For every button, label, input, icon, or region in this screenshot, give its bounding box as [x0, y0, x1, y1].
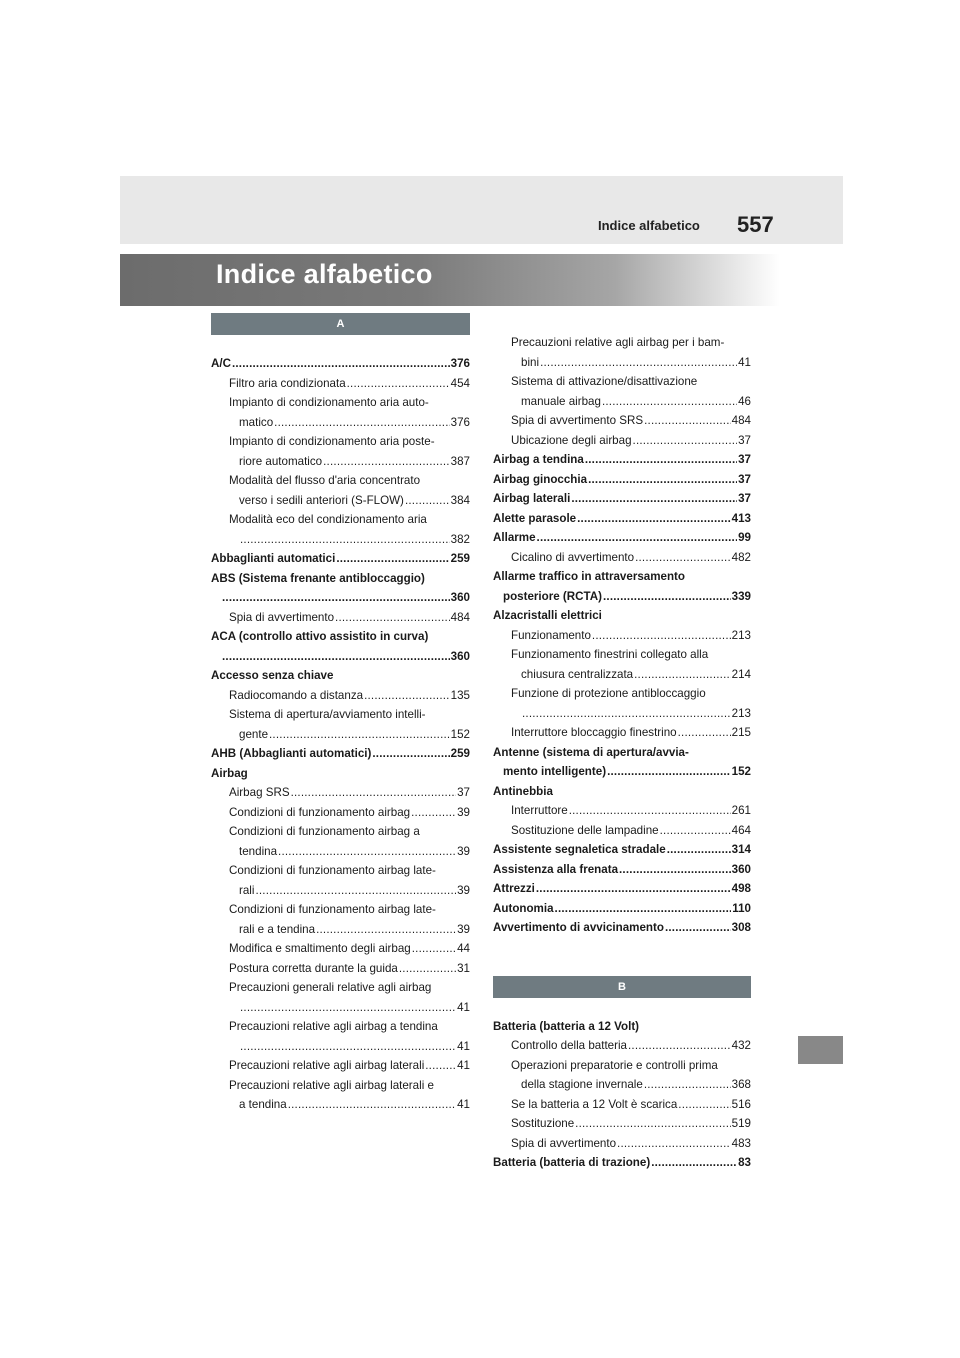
index-entry: [493, 1134, 751, 1154]
entry-text: chiusura centralizzata: [521, 667, 634, 681]
index-entry-line: [493, 743, 751, 763]
dot-leader: [592, 626, 731, 646]
entry-text: Precauzioni relative agli airbag laterali: [229, 1059, 425, 1072]
dot-leader: [555, 899, 732, 919]
index-entry: [493, 489, 751, 509]
page-title: Indice alfabetico: [216, 259, 433, 289]
entry-text: Precauzioni relative agli airbag per i bam-: [511, 336, 725, 349]
entry-text: Autonomia: [493, 901, 554, 915]
entry-text: manuale airbag: [521, 394, 601, 408]
entry-text: Precauzioni relative agli airbag a tendina: [229, 1020, 438, 1033]
running-header-title: Indice alfabetico: [598, 218, 700, 233]
entry-text: Precauzioni relative agli airbag laterali e: [229, 1078, 434, 1092]
dot-leader: [569, 801, 731, 821]
entry-page-number: 483: [731, 1136, 751, 1150]
entry-text: Funzionamento finestrini collegato alla: [511, 648, 709, 661]
dot-leader: [323, 452, 450, 472]
entry-page-number: 308: [731, 921, 751, 934]
entry-text: Sostituzione: [511, 1117, 575, 1130]
index-entry: [493, 840, 751, 860]
entry-page-number: 314: [731, 843, 751, 856]
entry-page-number: 99: [738, 531, 751, 544]
entry-text: Alette parasole: [493, 511, 577, 525]
index-entry: [493, 860, 751, 880]
index-entry-line: [493, 1056, 751, 1076]
entry-page-number: 519: [731, 1117, 751, 1130]
index-entry: [211, 452, 470, 472]
entry-text: Cicalino di avvertimento: [511, 550, 635, 564]
entry-text: Attrezzi: [493, 882, 535, 895]
index-entry: [493, 899, 751, 919]
index-entry: [211, 1037, 470, 1057]
entry-text: Operazioni preparatorie e controlli prima: [511, 1058, 718, 1072]
entry-page-number: 432: [731, 1039, 751, 1052]
entry-page-number: 484: [731, 414, 751, 427]
entry-text: Ubicazione degli airbag: [511, 433, 632, 447]
entry-text: Airbag: [211, 766, 248, 780]
index-list-a-right: [493, 333, 751, 938]
index-entry: [493, 353, 751, 373]
entry-text: Antinebbia: [493, 784, 553, 798]
entry-text: rali: [239, 883, 255, 897]
entry-text: Modifica e smaltimento degli airbag: [229, 942, 411, 955]
entry-page-number: 41: [738, 355, 751, 369]
entry-text: Airbag laterali: [493, 492, 571, 505]
index-entry: [211, 686, 470, 706]
entry-text: Precauzioni generali relative agli airbag: [229, 981, 432, 994]
entry-text: bini: [521, 355, 540, 369]
header-band: [120, 176, 843, 244]
index-entry: [493, 1153, 751, 1173]
entry-page-number: 482: [731, 550, 751, 564]
entry-page-number: 39: [457, 844, 470, 858]
entry-text: gente: [239, 727, 269, 741]
dot-leader: [335, 608, 450, 628]
index-entry: [211, 588, 470, 608]
entry-text: AHB (Abbaglianti automatici): [211, 747, 372, 760]
dot-leader: [522, 704, 731, 724]
index-entry-line: [211, 900, 470, 920]
entry-text: Funzione di protezione antibloccaggio: [511, 687, 706, 700]
entry-page-number: 41: [457, 1039, 470, 1053]
index-list-a-left: [211, 354, 470, 1115]
index-entry-line: [493, 684, 751, 704]
page-number: 557: [737, 212, 774, 237]
entry-page-number: 31: [457, 961, 470, 975]
dot-leader: [575, 1114, 730, 1134]
index-entry: [493, 1036, 751, 1056]
entry-page-number: 83: [738, 1156, 751, 1169]
index-entry-line: [211, 861, 470, 881]
dot-leader: [240, 998, 456, 1018]
index-entry-line: [211, 705, 470, 725]
index-entry: [493, 918, 751, 938]
dot-leader: [222, 647, 450, 667]
index-entry-line: [493, 333, 751, 353]
index-entry: [493, 548, 751, 568]
dot-leader: [372, 744, 449, 764]
index-entry: [211, 881, 470, 901]
index-entry: [211, 920, 470, 940]
index-entry: [493, 606, 751, 626]
index-entry: [211, 1056, 470, 1076]
entry-page-number: 498: [731, 882, 751, 895]
index-entry: [211, 959, 470, 979]
entry-text: Sostituzione delle lampadine: [511, 823, 659, 837]
entry-page-number: 360: [450, 649, 470, 663]
entry-page-number: 39: [457, 883, 470, 897]
dot-leader: [222, 588, 450, 608]
index-entry-line: [211, 471, 470, 491]
index-entry-line: [211, 1076, 470, 1096]
index-entry-line: [211, 978, 470, 998]
index-entry: [493, 821, 751, 841]
entry-page-number: 360: [731, 862, 751, 876]
dot-leader: [619, 860, 731, 880]
entry-page-number: 261: [731, 804, 751, 817]
entry-page-number: 39: [457, 805, 470, 819]
dot-leader: [588, 470, 737, 490]
entry-page-number: 213: [731, 628, 751, 642]
entry-page-number: 37: [738, 472, 751, 486]
index-column-right: [493, 333, 751, 1173]
entry-text: A/C: [211, 357, 231, 370]
index-entry: [211, 803, 470, 823]
entry-page-number: 215: [731, 726, 751, 739]
dot-leader: [678, 1095, 730, 1115]
dot-leader: [628, 1036, 731, 1056]
entry-page-number: 360: [450, 591, 470, 604]
index-entry: [493, 762, 751, 782]
index-entry: [211, 530, 470, 550]
index-entry: [211, 783, 470, 803]
dot-leader: [240, 530, 450, 550]
dot-leader: [651, 1153, 737, 1173]
entry-page-number: 484: [450, 610, 470, 624]
index-entry: [493, 782, 751, 802]
index-entry: [493, 431, 751, 451]
dot-leader: [644, 1075, 731, 1095]
index-entry-line: [211, 510, 470, 530]
index-entry: [493, 1095, 751, 1115]
index-entry-line: [211, 432, 470, 452]
index-entry-line: [211, 627, 470, 647]
entry-page-number: 259: [450, 747, 470, 760]
entry-text: Spia di avvertimento SRS: [511, 414, 644, 427]
index-column-left: [211, 313, 470, 1115]
dot-leader: [644, 411, 731, 431]
entry-text: Assistente segnaletica stradale: [493, 843, 666, 856]
entry-page-number: 135: [450, 688, 470, 702]
entry-text: posteriore (RCTA): [503, 589, 602, 603]
dot-leader: [634, 665, 731, 685]
entry-text: ACA (controllo attivo assistito in curva): [211, 630, 429, 643]
entry-page-number: 41: [457, 1059, 470, 1072]
index-entry: [211, 666, 470, 686]
entry-page-number: 376: [450, 415, 470, 429]
entry-page-number: 41: [457, 1098, 470, 1111]
dot-leader: [577, 509, 731, 529]
entry-text: Sistema di attivazione/disattivazione: [511, 375, 698, 388]
entry-text: rali e a tendina: [239, 922, 316, 936]
entry-text: Avvertimento di avvicinamento: [493, 921, 664, 934]
entry-text: mento intelligente): [503, 765, 607, 778]
index-entry: [493, 450, 751, 470]
dot-leader: [336, 549, 449, 569]
entry-page-number: 376: [450, 357, 470, 370]
index-list-b: [493, 1017, 751, 1173]
entry-text: Modalità del flusso d'aria concentrato: [229, 474, 421, 487]
dot-leader: [617, 1134, 731, 1154]
dot-leader: [232, 354, 450, 374]
dot-leader: [425, 1056, 456, 1076]
dot-leader: [602, 392, 737, 412]
dot-leader: [540, 353, 737, 373]
dot-leader: [635, 548, 731, 568]
entry-page-number: 259: [450, 552, 470, 565]
entry-text: verso i sedili anteriori (S-FLOW): [239, 493, 404, 507]
dot-leader: [288, 1095, 456, 1115]
entry-text: Alzacristalli elettrici: [493, 609, 602, 622]
index-entry: [211, 413, 470, 433]
entry-text: Impianto di condizionamento aria poste-: [229, 435, 435, 448]
dot-leader: [278, 842, 456, 862]
entry-text: Spia di avvertimento: [229, 610, 335, 624]
entry-text: Antenne (sistema di apertura/avvia-: [493, 745, 689, 759]
dot-leader: [571, 489, 737, 509]
entry-page-number: 37: [738, 433, 751, 447]
dot-leader: [291, 783, 457, 803]
index-entry: [493, 626, 751, 646]
index-entry: [493, 1114, 751, 1134]
index-entry: [493, 704, 751, 724]
index-entry: [493, 723, 751, 743]
entry-text: Filtro aria condizionata: [229, 376, 346, 390]
entry-page-number: 413: [731, 511, 751, 525]
section-letter-b: B: [493, 976, 751, 998]
entry-text: Condizioni di funzionamento airbag: [229, 805, 411, 819]
dot-leader: [585, 450, 737, 470]
entry-page-number: 46: [738, 394, 751, 408]
entry-page-number: 37: [457, 786, 470, 799]
entry-text: Modalità eco del condizionamento aria: [229, 513, 427, 526]
section-letter-a: A: [211, 313, 470, 335]
index-entry: [211, 744, 470, 764]
index-entry: [493, 665, 751, 685]
entry-text: Airbag ginocchia: [493, 472, 588, 486]
entry-text: a tendina: [239, 1098, 287, 1111]
section-spacer: [493, 938, 751, 976]
dot-leader: [364, 686, 450, 706]
entry-page-number: 44: [457, 942, 470, 955]
dot-leader: [536, 879, 731, 899]
entry-page-number: 384: [450, 493, 470, 507]
dot-leader: [667, 840, 731, 860]
dot-leader: [603, 587, 731, 607]
entry-text: tendina: [239, 844, 278, 858]
entry-text: Allarme traffico in attraversamento: [493, 570, 686, 583]
index-entry-line: [493, 567, 751, 587]
entry-text: Postura corretta durante la guida: [229, 961, 398, 975]
index-entry-line: [211, 822, 470, 842]
entry-page-number: 39: [457, 922, 470, 936]
index-entry: [493, 470, 751, 490]
dot-leader: [316, 920, 456, 940]
entry-page-number: 214: [731, 667, 751, 681]
dot-leader: [240, 1037, 456, 1057]
entry-text: Interruttore bloccaggio finestrino: [511, 726, 677, 739]
index-entry: [211, 491, 470, 511]
entry-text: Condizioni di funzionamento airbag late-: [229, 903, 436, 916]
entry-page-number: 37: [738, 453, 751, 466]
dot-leader: [412, 939, 456, 959]
entry-text: Sistema di apertura/avviamento intelli-: [229, 708, 426, 721]
index-entry: [211, 939, 470, 959]
entry-text: Interruttore: [511, 804, 568, 817]
index-entry-line: [211, 569, 470, 589]
index-entry-line: [493, 372, 751, 392]
dot-leader: [411, 803, 456, 823]
entry-page-number: 516: [731, 1097, 751, 1111]
index-entry: [493, 801, 751, 821]
index-entry: [493, 879, 751, 899]
index-entry: [211, 647, 470, 667]
entry-text: ABS (Sistema frenante antibloccaggio): [211, 571, 425, 585]
index-entry: [211, 998, 470, 1018]
entry-text: Radiocomando a distanza: [229, 688, 364, 702]
entry-text: Allarme: [493, 531, 536, 544]
index-entry: [211, 1095, 470, 1115]
index-entry: [493, 1075, 751, 1095]
entry-page-number: 37: [738, 492, 751, 505]
index-entry: [493, 1017, 751, 1037]
dot-leader: [405, 491, 450, 511]
entry-page-number: 41: [457, 1000, 470, 1014]
dot-leader: [269, 725, 450, 745]
entry-page-number: 152: [731, 765, 751, 778]
entry-page-number: 382: [450, 532, 470, 546]
index-entry: [211, 725, 470, 745]
entry-page-number: 464: [731, 823, 751, 837]
index-entry: [211, 764, 470, 784]
entry-page-number: 213: [731, 706, 751, 720]
entry-text: Spia di avvertimento: [511, 1136, 617, 1150]
index-entry-line: [493, 645, 751, 665]
index-entry: [211, 374, 470, 394]
index-entry: [211, 842, 470, 862]
dot-leader: [665, 918, 731, 938]
dot-leader: [660, 821, 731, 841]
entry-text: Controllo della batteria: [511, 1039, 628, 1052]
dot-leader: [678, 723, 731, 743]
entry-text: Funzionamento: [511, 628, 591, 642]
entry-page-number: 454: [450, 376, 470, 390]
entry-text: Condizioni di funzionamento airbag late-: [229, 864, 436, 877]
index-entry: [211, 549, 470, 569]
dot-leader: [255, 881, 456, 901]
index-entry: [493, 509, 751, 529]
dot-leader: [274, 413, 450, 433]
entry-text: Abbaglianti automatici: [211, 552, 336, 565]
entry-page-number: 387: [450, 454, 470, 468]
entry-page-number: 152: [450, 727, 470, 741]
dot-leader: [537, 528, 738, 548]
entry-text: Assistenza alla frenata: [493, 862, 619, 876]
entry-text: Condizioni di funzionamento airbag a: [229, 825, 420, 838]
index-entry: [493, 411, 751, 431]
dot-leader: [347, 374, 450, 394]
index-entry-line: [211, 393, 470, 413]
index-entry: [493, 528, 751, 548]
index-entry: [493, 392, 751, 412]
entry-text: Impianto di condizionamento aria auto-: [229, 396, 429, 409]
entry-text: matico: [239, 415, 274, 429]
index-entry: [493, 587, 751, 607]
entry-page-number: 110: [732, 901, 751, 915]
entry-text: Batteria (batteria a 12 Volt): [493, 1019, 640, 1033]
dot-leader: [607, 762, 731, 782]
index-entry: [211, 354, 470, 374]
index-entry: [211, 608, 470, 628]
dot-leader: [633, 431, 738, 451]
entry-text: Airbag a tendina: [493, 453, 584, 466]
index-entry-line: [211, 1017, 470, 1037]
entry-text: Se la batteria a 12 Volt è scarica: [511, 1097, 678, 1111]
entry-text: Batteria (batteria di trazione): [493, 1156, 651, 1169]
entry-page-number: 368: [731, 1078, 751, 1091]
entry-text: riore automatico: [239, 454, 323, 468]
entry-page-number: 339: [731, 589, 751, 603]
entry-text: della stagione invernale: [521, 1078, 643, 1091]
dot-leader: [399, 959, 456, 979]
entry-text: Accesso senza chiave: [211, 669, 334, 682]
entry-text: Airbag SRS: [229, 786, 290, 799]
section-thumb-tab: [798, 1036, 843, 1064]
